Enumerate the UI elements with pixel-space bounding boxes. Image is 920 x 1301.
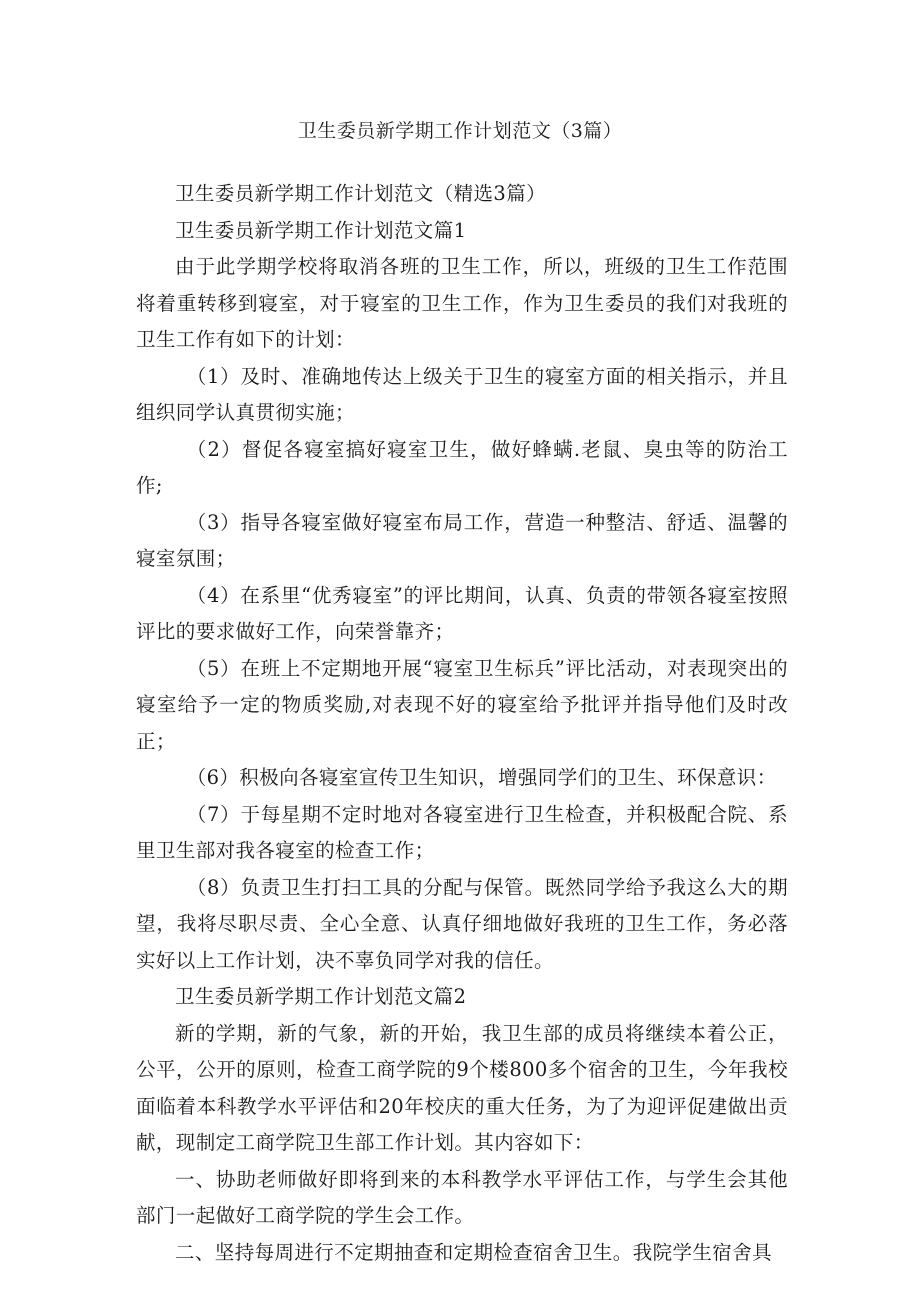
plan-item-6: （6）积极向各寝室宣传卫生知识，增强同学们的卫生、环保意识：	[186, 766, 777, 789]
plan-item-8: （8）负责卫生打扫工具的分配与保管。既然同学给予我这么大的期望，我将尽职尽责、全心全意、认真仔细地做好我班的卫生工作，务必落实好以上工作计划，决不辜负同学对我的信任。	[136, 875, 788, 972]
section-2-point-1: 一、协助老师做好即将到来的本科教学水平评估工作，与学生会其他部门一起做好工商学院的学生会工作。	[136, 1167, 788, 1227]
section-2-intro-paragraph: 新的学期，新的气象，新的开始，我卫生部的成员将继续本着公正，公平，公开的原则，检查工商学院的9个楼800多个宿舍的卫生，今年我校面临着本科教学水平评估和20年校庆的重大任务，为了为迎评促建做出贡献，现制定工商学院卫生部工作计划。其内容如下：	[136, 1021, 788, 1154]
plan-item-4: （4）在系里“优秀寝室”的评比期间，认真、负责的带领各寝室按照评比的要求做好工作，向荣誉靠齐；	[136, 583, 788, 643]
section-2-point-2: 二、坚持每周进行不定期抽查和定期检查宿舍卫生。我院学生宿舍具	[175, 1240, 773, 1264]
document-body	[136, 176, 788, 1271]
plan-item-1: （1）及时、准确地传达上级关于卫生的寝室方面的相关指示，并且组织同学认真贯彻实施；	[136, 364, 788, 424]
subtitle-paragraph: 卫生委员新学期工作计划范文（精选3篇）	[175, 182, 547, 205]
plan-item-2: （2）督促各寝室搞好寝室卫生，做好蜂螨.老鼠、臭虫等的防治工作;	[136, 437, 788, 497]
document-title: 卫生委员新学期工作计划范文（3篇）	[297, 120, 623, 142]
section-heading-1: 卫生委员新学期工作计划范文篇1	[175, 218, 467, 242]
section-heading-2: 卫生委员新学期工作计划范文篇2	[175, 985, 467, 1008]
plan-item-7: （7）于每星期不定时地对各寝室进行卫生检查，并积极配合院、系里卫生部对我各寝室的检查工作；	[136, 802, 788, 862]
plan-item-5: （5）在班上不定期地开展“寝室卫生标兵”评比活动，对表现突出的寝室给予一定的物质奖励,对表现不好的寝室给予批评并指导他们及时改正；	[136, 656, 788, 753]
intro-paragraph: 由于此学期学校将取消各班的卫生工作，所以，班级的卫生工作范围将着重转移到寝室，对于寝室的卫生工作，作为卫生委员的我们对我班的卫生工作有如下的计划：	[136, 255, 788, 351]
plan-item-3: （3）指导各寝室做好寝室布局工作，营造一种整洁、舒适、温馨的寝室氛围；	[136, 510, 788, 570]
